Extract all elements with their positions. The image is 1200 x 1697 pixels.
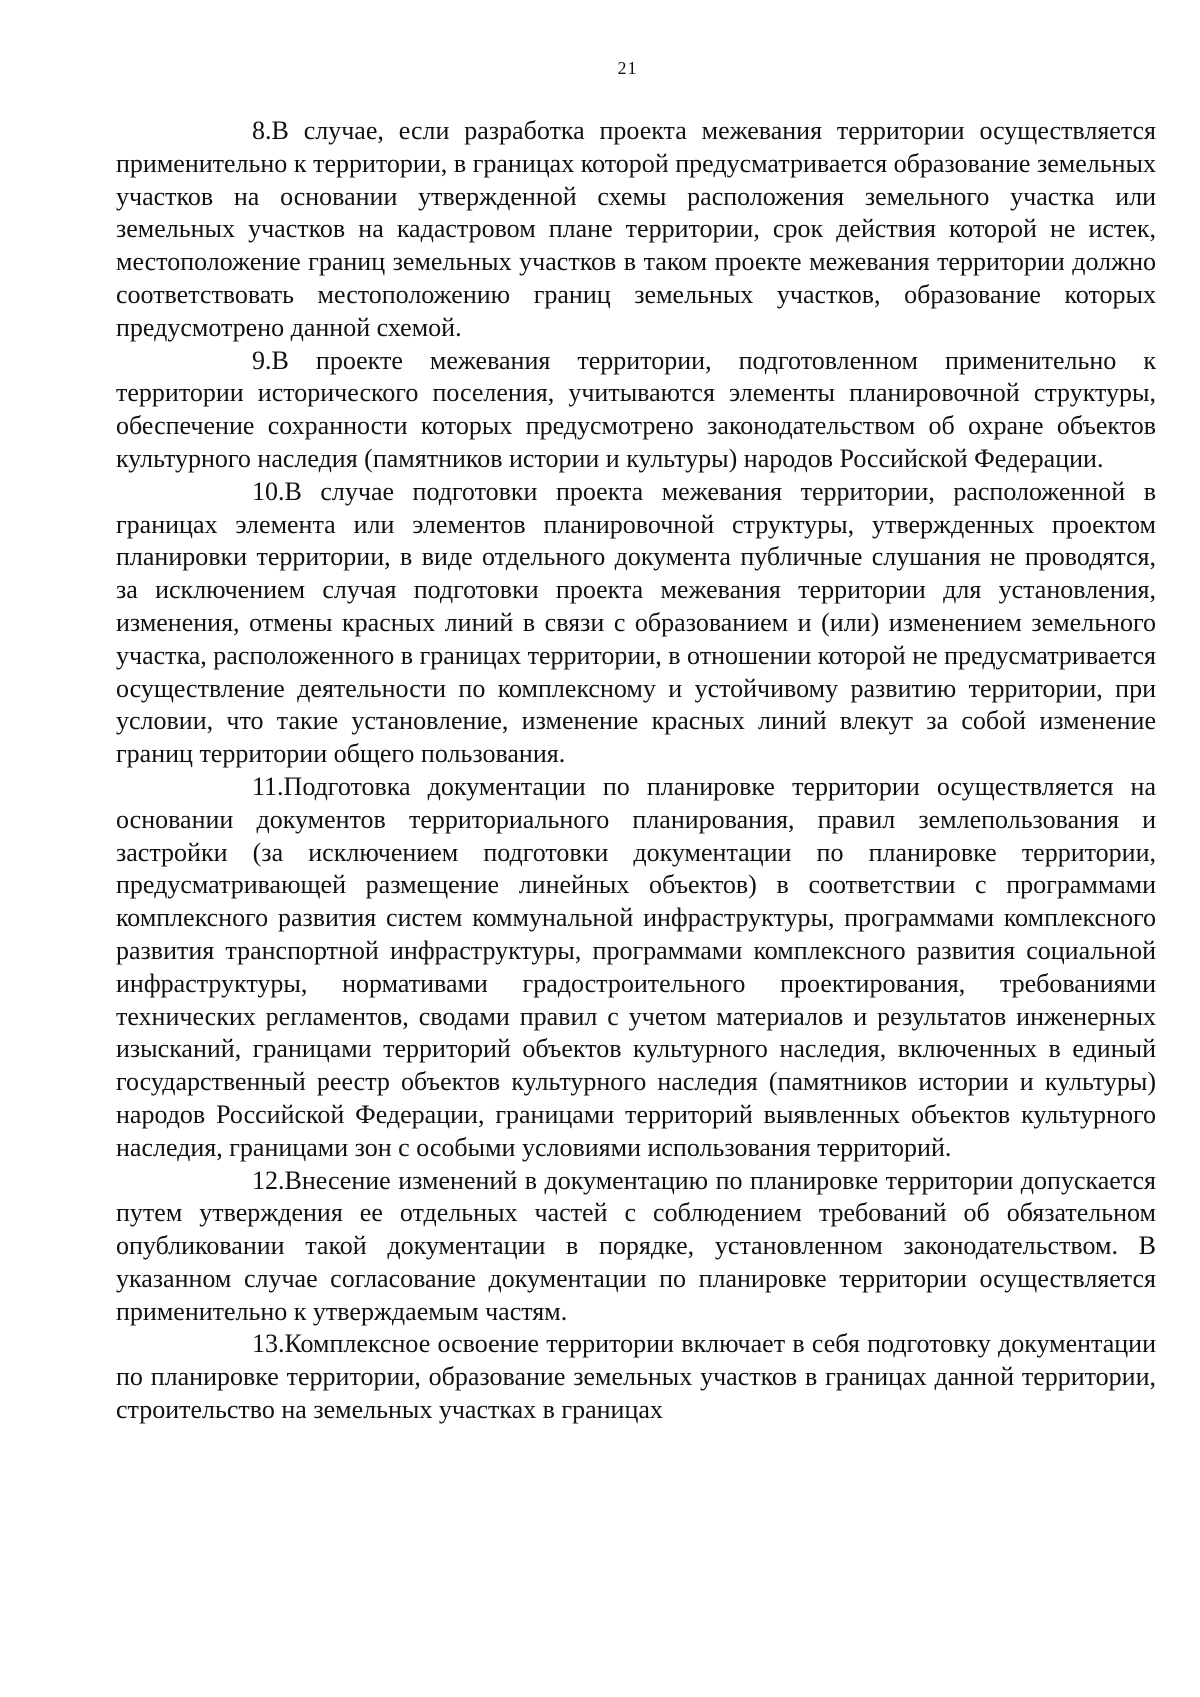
paragraph-8	[116, 115, 1156, 345]
paragraph-text: Комплексное освоение территории включает в себя подготовку документации по планировке территории, образование земельных участков в границах данной территории, строительство на земельных участках в границах	[116, 1329, 1156, 1425]
document-body	[116, 115, 1156, 1427]
paragraph-12	[116, 1165, 1156, 1329]
paragraph-text: Внесение изменений в документацию по планировке территории допускается путем утверждения ее отдельных частей с соблюдением требований об обязательном опубликовании такой документации в порядке, установленном законодательством. В указанном случае согласование документации по планировке территории осуществляется применительно к утверждаемым частям.	[116, 1165, 1156, 1326]
paragraph-text: В случае, если разработка проекта межевания территории осуществляется применительно к территории, в границах которой предусматривается образование земельных участков на основании утвержденной схемы расположения земельного участка или земельных участков на кадастровом плане территории, срок действия которой не истек, местоположение границ земельных участков в таком проекте межевания территории должно соответствовать местоположению границ земельных участков, образование которых предусмотрено данной схемой.	[116, 116, 1156, 342]
paragraph-text: Подготовка документации по планировке территории осуществляется на основании документов территориального планирования, правил землепользования и застройки (за исключением подготовки документации по планировке территории, предусматривающей размещение линейных объектов) в соответствии с программами комплексного развития систем коммунальной инфраструктуры, программами комплексного развития транспортной инфраструктуры, программами комплексного развития социальной инфраструктуры, нормативами градостроительного проектирования, требованиями технических регламентов, сводами правил с учетом материалов и результатов инженерных изысканий, границами территорий объектов культурного наследия, включенных в единый государственный реестр объектов культурного наследия (памятников истории и культуры) народов Российской Федерации, границами территорий выявленных объектов культурного наследия, границами зон с особыми условиями использования территорий.	[116, 771, 1156, 1162]
paragraph-number: 8.	[252, 116, 272, 145]
paragraph-text: В случае подготовки проекта межевания территории, расположенной в границах элемента или элементов планировочной структуры, утвержденных проектом планировки территории, в виде отдельного документа публичные слушания не проводятся, за исключением случая подготовки проекта межевания территории для установления, изменения, отмены красных линий в связи с образованием и (или) изменением земельного участка, расположенного в границах территории, в отношении которой не предусматривается осуществление деятельности по комплексному и устойчивому развитию территории, при условии, что такие установление, изменение красных линий влекут за собой изменение границ территории общего пользования.	[116, 476, 1156, 769]
paragraph-11	[116, 771, 1156, 1165]
paragraph-number: 9.	[252, 345, 272, 375]
paragraph-text: В проекте межевания территории, подготовленном применительно к территории исторического поселения, учитываются элементы планировочной структуры, обеспечение сохранности которых предусмотрено законодательством об охране объектов культурного наследия (памятников истории и культуры) народов Российской Федерации.	[116, 345, 1156, 473]
paragraph-number: 12.	[252, 1165, 285, 1195]
paragraph-13	[116, 1328, 1156, 1426]
paragraph-number: 13.	[252, 1329, 285, 1359]
paragraph-10	[116, 476, 1156, 771]
paragraph-number: 11.	[252, 771, 284, 801]
paragraph-9	[116, 345, 1156, 476]
page-number: 21	[617, 58, 638, 78]
paragraph-number: 10.	[252, 476, 285, 506]
